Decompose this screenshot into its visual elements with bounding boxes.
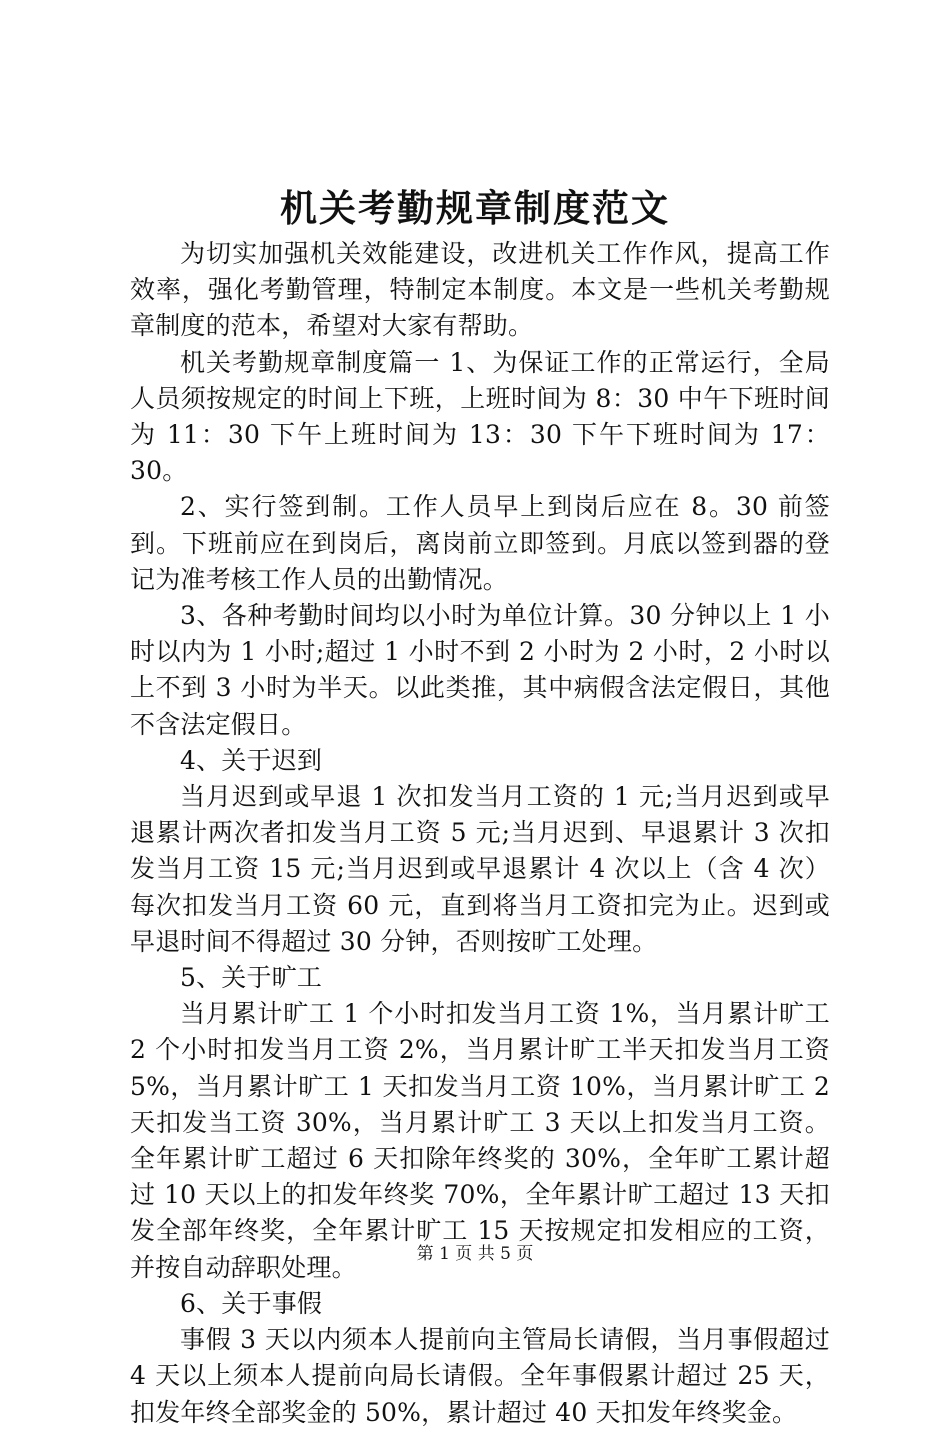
page-footer: 第 1 页 共 5 页: [416, 1244, 534, 1264]
paragraph-lateness: 当月迟到或早退 1 次扣发当月工资的 1 元;当月迟到或早退累计两次者扣发当月工资 5 元;当月迟到、早退累计 3 次扣发当月工资 15 元;当月迟到或早退累计 4 次以上（含 4 次）每次扣发当月工资 60 元，直到将当月工资扣完为止。迟到或早退时间不得超过 30 分钟，否则按旷工处理。: [130, 782, 830, 956]
paragraph-sign-in: 2、实行签到制。工作人员早上到岗后应在 8。30 前签到。下班前应在到岗后，离岗前立即签到。月底以签到器的登记为准考核工作人员的出勤情况。: [130, 492, 830, 594]
heading-personal-leave: 6、关于事假: [180, 1288, 323, 1318]
paragraph-absenteeism: 当月累计旷工 1 个小时扣发当月工资 1%，当月累计旷工 2 个小时扣发当月工资 2%，当月累计旷工半天扣发当月工资 5%，当月累计旷工 1 天扣发当月工资 10%，当月累计旷工 2 天扣发当工资 30%，当月累计旷工 3 天以上扣发当月工资。全年累计旷工超过 6 天扣除年终奖的 30%，全年旷工累计超过 10 天以上的扣发年终奖 70%，全年累计旷工超过 13 天扣发全部年终奖，全年累计旷工 15 天按规定扣发相应的工资，并按自动辞职处理。: [130, 999, 830, 1282]
paragraph-work-hours: 机关考勤规章制度篇一 1、为保证工作的正常运行，全局人员须按规定的时间上下班，上班时间为 8：30 中午下班时间为 11：30 下午上班时间为 13：30 下午下班时间为 17：30。: [130, 347, 830, 486]
document-title: 机关考勤规章制度范文: [280, 186, 670, 230]
paragraph-intro: 为切实加强机关效能建设，改进机关工作作风，提高工作效率，强化考勤管理，特制定本制度。本文是一些机关考勤规章制度的范本，希望对大家有帮助。: [130, 239, 830, 341]
paragraph-personal-leave: 事假 3 天以内须本人提前向主管局长请假，当月事假超过 4 天以上须本人提前向局长请假。全年事假累计超过 25 天，扣发年终全部奖金的 50%，累计超过 40 天扣发年终奖金。: [130, 1325, 830, 1427]
paragraph-time-calculation: 3、各种考勤时间均以小时为单位计算。30 分钟以上 1 小时以内为 1 小时;超过 1 小时不到 2 小时为 2 小时，2 小时以上不到 3 小时为半天。以此类推，其中病假含法定假日，其他不含法定假日。: [130, 601, 830, 739]
heading-absenteeism: 5、关于旷工: [180, 963, 323, 993]
heading-lateness: 4、关于迟到: [180, 745, 323, 775]
